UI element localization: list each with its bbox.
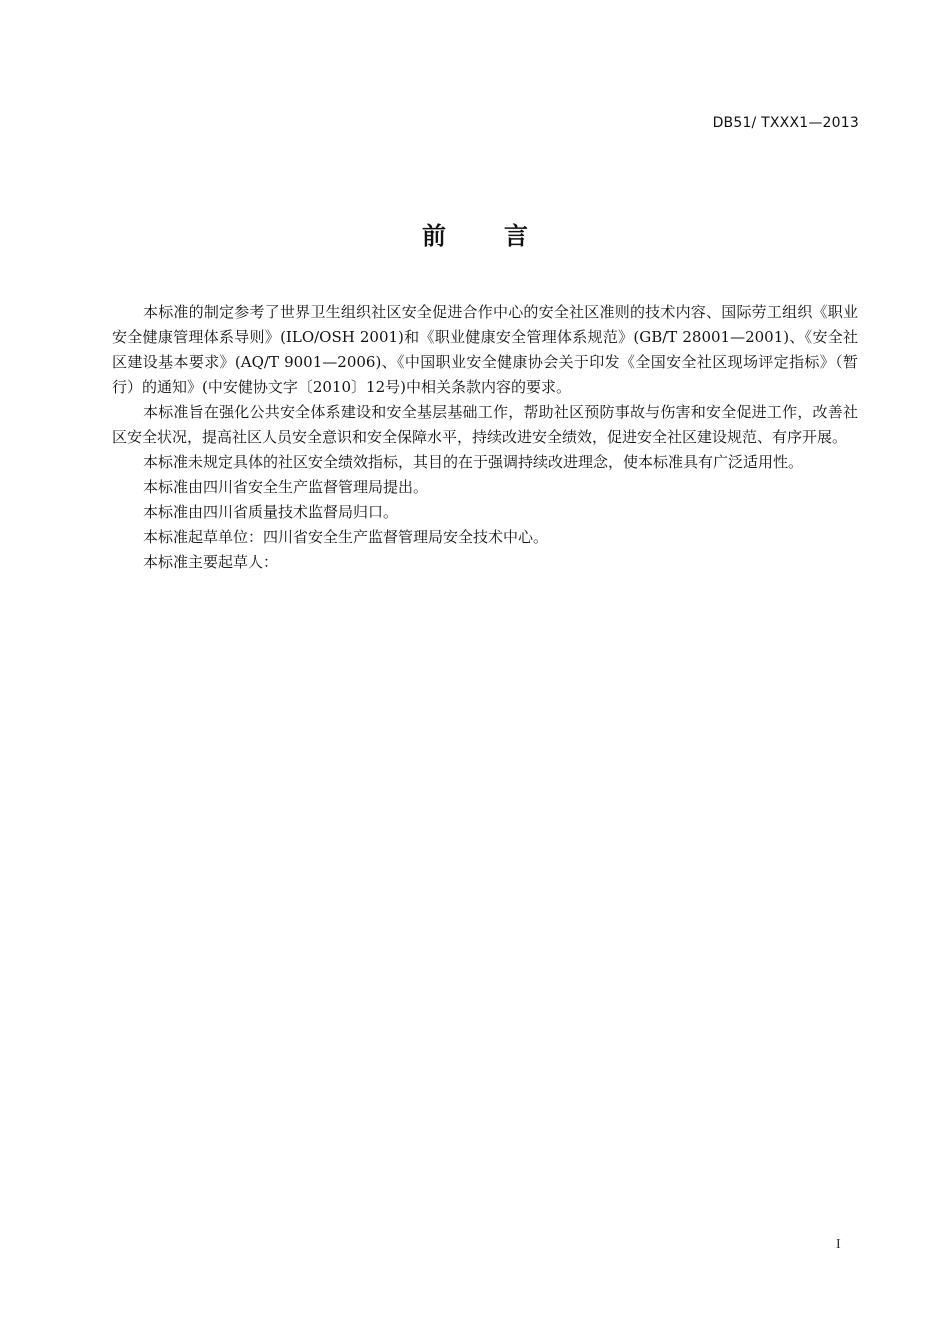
page-number: I [836,1237,841,1252]
foreword-body [112,300,858,575]
paragraph-centralized: 本标准由四川省质量技术监督局归口。 [143,503,399,521]
paragraph-purpose: 本标准旨在强化公共安全体系建设和安全基层基础工作，帮助社区预防事故与伤害和安全促进工作，改善社区安全状况，提高社区人员安全意识和安全保障水平，持续改进安全绩效，促进安全社区建设规范、有序开展。 [112,403,858,446]
paragraph-references: 本标准的制定参考了世界卫生组织社区安全促进合作中心的安全社区准则的技术内容、国际劳工组织《职业安全健康管理体系导则》(ILO/OSH 2001)和《职业健康安全管理体系规范》(GB/T 28001—2001)、《安全社区建设基本要求》(AQ/T 9001—2006)、《中国职业安全健康协会关于印发《全国安全社区现场评定指标》（暂行）的通知》(中安健协文字〔2010〕12号)中相关条款内容的要求。 [112,303,858,396]
paragraph-scope: 本标准未规定具体的社区安全绩效指标，其目的在于强调持续改进理念，使本标准具有广泛适用性。 [143,453,804,471]
paragraph-proposer: 本标准由四川省安全生产监督管理局提出。 [143,478,429,496]
document-code: DB51/ TXXX1—2013 [712,115,859,131]
title-char-1: 前 [422,222,446,250]
paragraph-drafters: 本标准主要起草人： [143,553,279,571]
title-char-2: 言 [504,222,528,250]
page-title [0,216,950,251]
paragraph-drafting-unit: 本标准起草单位：四川省安全生产监督管理局安全技术中心。 [143,528,549,546]
